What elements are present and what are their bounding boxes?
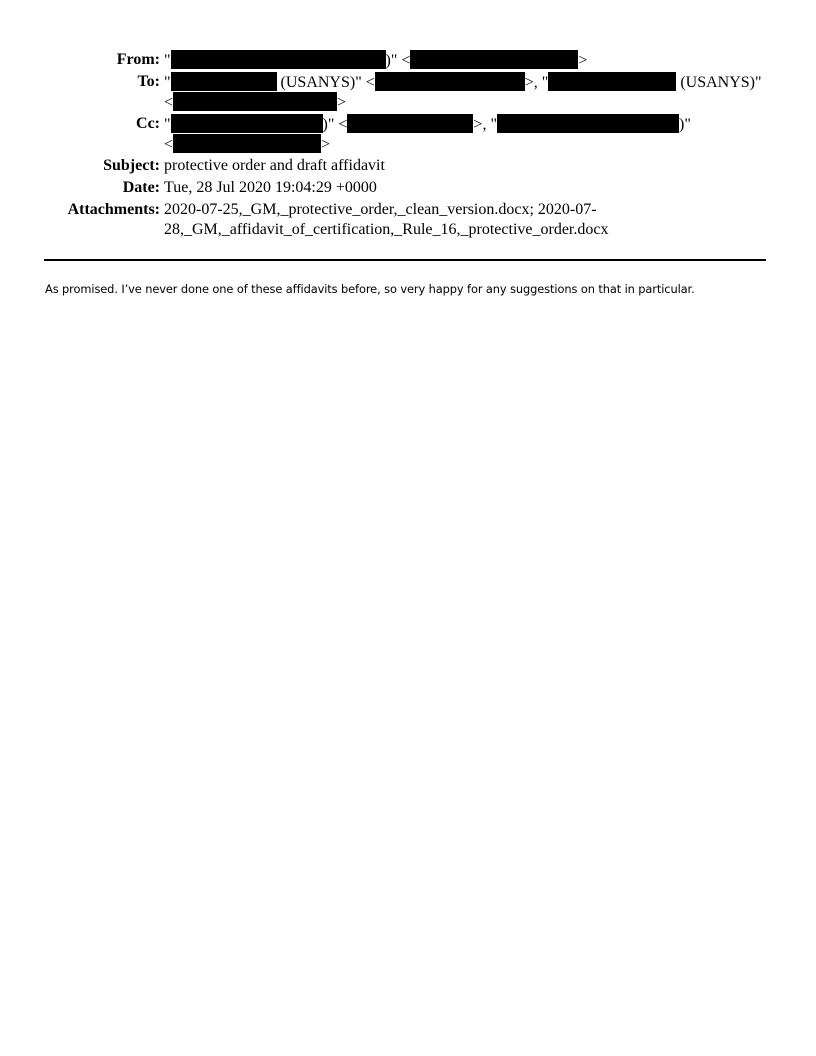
from-row [0,50,816,70]
email-header [0,50,816,242]
redaction-block [497,114,679,133]
subject-label: Subject: [103,157,160,174]
header-divider [44,259,766,261]
to-value [164,72,774,112]
redaction-block [375,72,525,91]
to-label: To: [137,73,160,90]
cc-line-1: " )" < >, " )" [164,116,691,133]
subject-row [0,156,816,176]
from-label: From: [116,51,160,68]
redaction-block [171,50,386,69]
redaction-block [171,72,277,91]
to-line-1: " (USANYS)" < >, " (USANYS)" [164,74,762,91]
attachments-value [164,200,774,240]
cc-line-2: < > [164,136,331,153]
cc-value [164,114,774,154]
date-value: Tue, 28 Jul 2020 19:04:29 +0000 [164,179,377,196]
to-line-2: < > [164,94,347,111]
redaction-block [173,134,321,153]
to-row [0,72,816,112]
redaction-block [171,114,323,133]
cc-row [0,114,816,154]
date-label: Date: [122,179,160,196]
from-value [164,50,774,70]
subject-value: protective order and draft affidavit [164,157,385,174]
redaction-block [173,92,337,111]
redaction-block [347,114,473,133]
attachment-line-2: 28,_GM,_affidavit_of_certification,_Rule_16,_protective_order.docx [164,221,609,238]
attachment-line-1: 2020-07-25,_GM,_protective_order,_clean_version.docx; 2020-07- [164,201,597,218]
redaction-block [548,72,676,91]
attachments-row [0,200,816,240]
cc-label: Cc: [136,115,160,132]
from-line: " )" < > [164,52,588,69]
attachments-label: Attachments: [67,201,160,218]
message-body: As promised. I’ve never done one of these affidavits before, so very happy for any suggestions on that in particular. [45,282,695,296]
redaction-block [410,50,578,69]
date-row [0,178,816,198]
